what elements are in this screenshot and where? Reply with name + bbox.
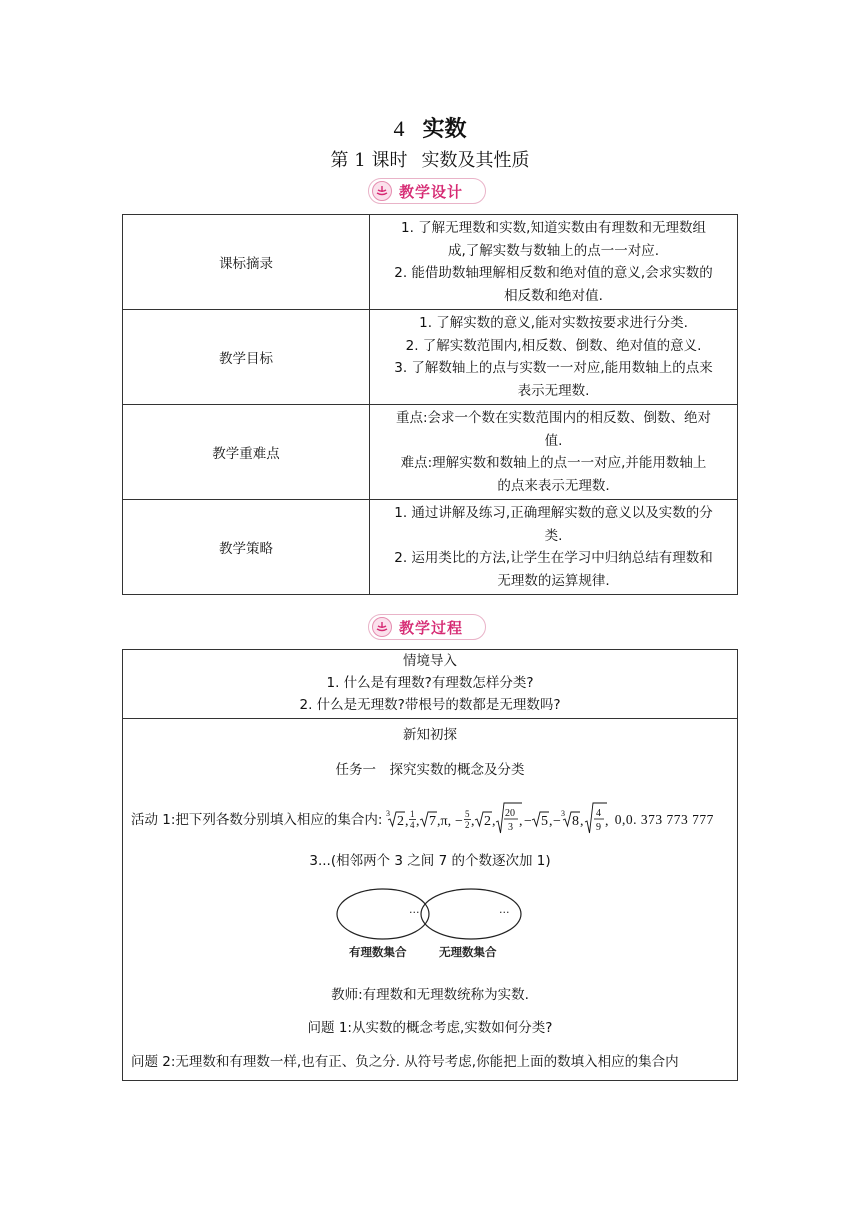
- svg-text:3: 3: [385, 809, 390, 818]
- design-row-line: 2. 运用类比的方法,让学生在学习中归纳总结有理数和: [394, 550, 713, 566]
- design-row-line: 类.: [544, 527, 563, 544]
- lesson-title-text: 实数: [422, 117, 467, 142]
- svg-text:−: −: [523, 814, 532, 829]
- design-row-key: 教学策略: [123, 500, 370, 595]
- venn-diagram: [333, 886, 533, 962]
- subtitle-topic: 实数及其性质: [421, 150, 530, 171]
- design-row-value: [370, 310, 738, 405]
- intro-question-2: 2. 什么是无理数?带根号的数都是无理数吗?: [299, 697, 561, 713]
- svg-text:2: 2: [396, 814, 404, 829]
- svg-text:,: ,: [579, 814, 584, 829]
- book-icon: [372, 181, 392, 201]
- design-row-line: 成,了解实数与数轴上的点一一对应.: [447, 242, 660, 259]
- svg-text:5: 5: [540, 814, 548, 829]
- design-row-key: 教学目标: [123, 310, 370, 405]
- activity-line-2: 3...(相邻两个 3 之间 7 的个数逐次加 1): [309, 853, 551, 869]
- svg-text:3: 3: [507, 822, 513, 833]
- design-row-line: 重点:会求一个数在实数范围内的相反数、倒数、绝对: [395, 410, 712, 426]
- design-row-line: 1. 了解无理数和实数,知道实数由有理数和无理数组: [401, 220, 706, 236]
- lesson-title: [0, 112, 860, 143]
- lesson-number: 4: [393, 116, 405, 141]
- svg-text:,: ,: [548, 814, 553, 829]
- intro-title: 情境导入: [403, 653, 457, 669]
- intro-section: [123, 650, 737, 719]
- design-row-value: [370, 215, 738, 310]
- design-row: [123, 500, 738, 595]
- svg-text:4: 4: [409, 820, 415, 830]
- design-row-value: [370, 405, 738, 500]
- explore-title: 新知初探: [403, 727, 457, 743]
- book-icon: [372, 617, 392, 637]
- venn-left-dots: ···: [409, 906, 420, 919]
- svg-text:,: ,: [470, 814, 475, 829]
- design-row-line: 1. 通过讲解及练习,正确理解实数的意义以及实数的分: [394, 505, 713, 521]
- svg-text:9: 9: [595, 822, 601, 833]
- svg-text:,: ,: [491, 814, 496, 829]
- design-row-key: 教学重难点: [123, 405, 370, 500]
- design-row-line: 3. 了解数轴上的点与实数一一对应,能用数轴上的点来: [394, 360, 713, 376]
- svg-text:,: ,: [604, 814, 609, 829]
- design-row-value: [370, 500, 738, 595]
- svg-text:2: 2: [483, 814, 491, 829]
- design-row-key: 课标摘录: [123, 215, 370, 310]
- venn-right-dots: ···: [499, 906, 510, 919]
- task-1-title: 任务一 探究实数的概念及分类: [335, 762, 525, 778]
- svg-text:7: 7: [428, 814, 436, 829]
- design-table: [122, 214, 738, 595]
- svg-text:−: −: [454, 814, 463, 829]
- design-row: [123, 215, 738, 310]
- svg-text:20: 20: [504, 808, 515, 819]
- svg-text:5: 5: [464, 809, 470, 819]
- svg-text:3: 3: [560, 809, 565, 818]
- design-row-line: 值.: [544, 432, 563, 449]
- venn-right-label: 无理数集合: [439, 945, 497, 959]
- activity-label: 活动 1:把下列各数分别填入相应的集合内:: [131, 812, 383, 828]
- design-row-line: 难点:理解实数和数轴上的点一一对应,并能用数轴上: [400, 455, 707, 471]
- svg-text:8: 8: [571, 814, 579, 829]
- svg-text:,π,: ,π,: [436, 814, 451, 829]
- design-row: [123, 405, 738, 500]
- activity-tail: 0,0. 373 773 777: [614, 812, 714, 827]
- intro-question-1: 1. 什么是有理数?有理数怎样分类?: [326, 675, 534, 691]
- svg-text:4: 4: [595, 808, 601, 819]
- number-list-formula: [385, 800, 617, 840]
- svg-text:−: −: [552, 814, 561, 829]
- process-table: [122, 649, 738, 1081]
- svg-text:,: ,: [518, 814, 523, 829]
- design-row-line: 1. 了解实数的意义,能对实数按要求进行分类.: [419, 315, 688, 331]
- svg-text:1: 1: [409, 809, 415, 819]
- question-2: 问题 2:无理数和有理数一样,也有正、负之分. 从符号考虑,你能把上面的数填入相应的集合内: [131, 1054, 679, 1070]
- design-row: [123, 310, 738, 405]
- design-badge-label: 教学设计: [399, 183, 464, 201]
- design-row-line: 的点来表示无理数.: [497, 477, 610, 494]
- lesson-subtitle: [0, 146, 860, 172]
- svg-text:2: 2: [464, 820, 470, 830]
- subtitle-period: 第 1 课时: [330, 150, 408, 171]
- design-row-line: 无理数的运算规律.: [497, 572, 610, 589]
- design-badge: [368, 178, 486, 204]
- activity-1: [131, 800, 733, 840]
- venn-left-label: 有理数集合: [349, 945, 407, 959]
- design-row-line: 2. 了解实数范围内,相反数、倒数、绝对值的意义.: [405, 337, 702, 354]
- svg-text:,: ,: [415, 814, 420, 829]
- design-row-line: 表示无理数.: [517, 382, 590, 399]
- svg-text:,: ,: [404, 814, 409, 829]
- teacher-statement: 教师:有理数和无理数统称为实数.: [331, 987, 529, 1003]
- design-row-line: 相反数和绝对值.: [504, 287, 603, 304]
- process-badge: [368, 614, 486, 640]
- question-1: 问题 1:从实数的概念考虑,实数如何分类?: [307, 1020, 553, 1036]
- design-row-line: 2. 能借助数轴理解相反数和绝对值的意义,会求实数的: [394, 265, 713, 281]
- process-badge-label: 教学过程: [399, 619, 464, 637]
